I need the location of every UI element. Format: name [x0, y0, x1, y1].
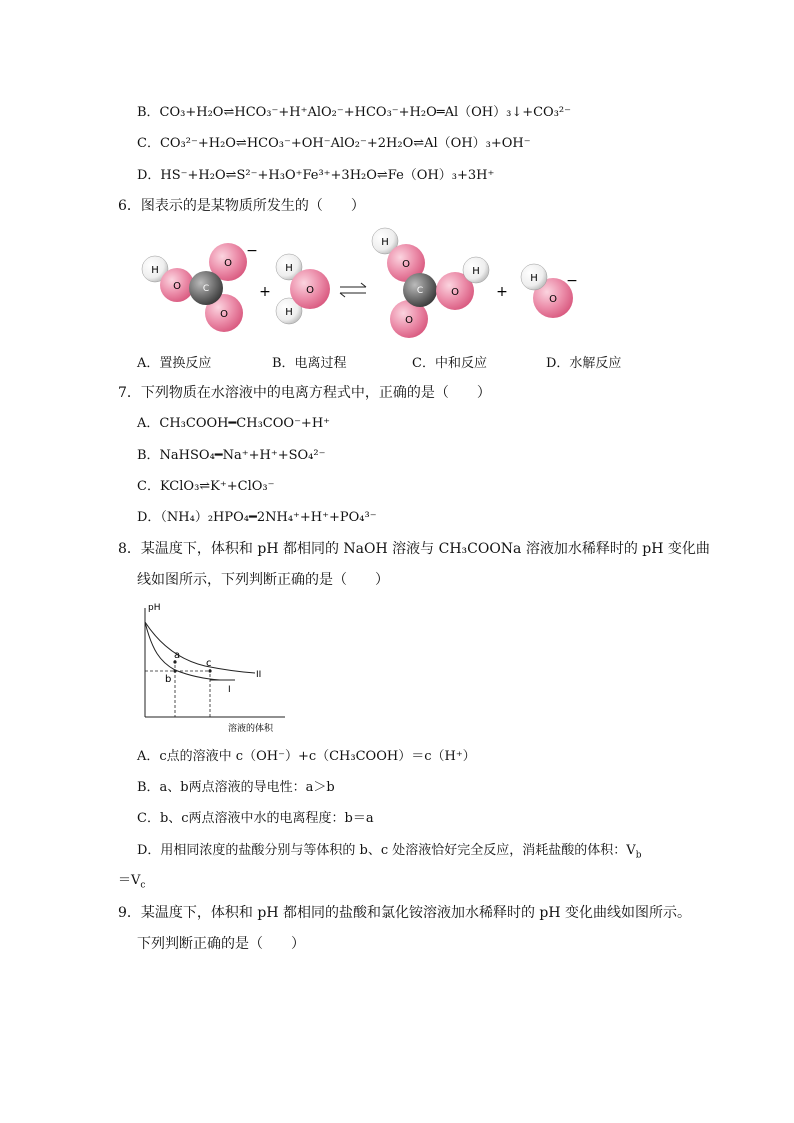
q6-option-a: A．置换反应 — [137, 356, 212, 371]
subscript-b: b — [635, 850, 642, 861]
q8-stem-line1: 8．某温度下，体积和 pH 都相同的 NaOH 溶液与 CH₃COONa 溶液加水稀释时的 pH 变化曲 — [118, 541, 710, 557]
q6-option-c: C．中和反应 — [412, 356, 487, 371]
water-molecule — [276, 254, 330, 324]
y-axis-label: pH — [148, 603, 161, 613]
x-axis-label: 溶液的体积 — [228, 724, 274, 734]
equilibrium-arrow-icon — [340, 283, 366, 297]
q6-molecule-diagram — [0, 225, 794, 345]
q7-stem: 7．下列物质在水溶液中的电离方程式中，正确的是（ ） — [118, 385, 491, 401]
point-c-label: c — [206, 658, 212, 669]
atom-label: O — [451, 287, 459, 298]
q7-option-d: D．（NH₄）₂HPO₄━2NH₄⁺+H⁺+PO₄³⁻ — [137, 510, 377, 525]
atom-label: H — [151, 265, 159, 276]
q8-option-a: A．c点的溶液中 c（OH⁻）+c（CH₃COOH）＝c（H⁺） — [137, 749, 476, 764]
q5-option-b: B．CO₃+H₂O⇌HCO₃⁻+H⁺AlO₂⁻+HCO₃⁻+H₂O═Al（OH）₃↓+CO₃²⁻ — [137, 105, 572, 120]
curve-i-label: I — [228, 685, 231, 695]
atom-label: H — [472, 266, 480, 277]
subscript-c: c — [140, 880, 146, 891]
point-c — [208, 669, 211, 672]
plus-sign: + — [259, 284, 271, 300]
q9-stem-line1: 9．某温度下，体积和 pH 都相同的盐酸和氯化铵溶液加水稀释时的 pH 变化曲线如图所示。 — [118, 905, 692, 921]
atom-label: O — [402, 259, 410, 270]
charge-label: − — [566, 273, 578, 289]
atom-label: O — [173, 281, 181, 292]
charge-label: − — [246, 243, 258, 259]
atom-label: C — [416, 286, 424, 296]
q9-stem-line2: 下列判断正确的是（ ） — [137, 936, 305, 952]
carbonic-acid-molecule — [372, 228, 489, 338]
point-b-label: b — [165, 674, 172, 685]
q6-option-b: B．电离过程 — [272, 356, 347, 371]
point-b — [173, 669, 176, 672]
atom-label: H — [285, 263, 293, 274]
atom-label: O — [224, 258, 232, 269]
q8-option-d-text: D．用相同浓度的盐酸分别与等体积的 b、c 处溶液恰好完全反应，消耗盐酸的体积：V — [137, 843, 636, 858]
point-a-label: a — [174, 650, 181, 661]
q7-option-a: A．CH₃COOH━CH₃COO⁻+H⁺ — [137, 416, 331, 431]
q5-option-c: C．CO₃²⁻+H₂O⇌HCO₃⁻+OH⁻AlO₂⁻+2H₂O⇌Al（OH）₃+OH⁻ — [137, 136, 531, 151]
q7-option-c: C．KClO₃⇌K⁺+ClO₃⁻ — [137, 479, 275, 494]
atom-label: C — [202, 284, 210, 294]
atom-label: O — [306, 285, 314, 296]
plus-sign: + — [496, 284, 508, 300]
q8-stem-line2: 线如图所示，下列判断正确的是（ ） — [137, 572, 389, 588]
atom-label: H — [530, 273, 538, 284]
q6-stem: 6．图表示的是某物质所发生的（ ） — [118, 198, 365, 214]
q6-option-d: D．水解反应 — [546, 356, 622, 371]
atom-label: H — [285, 307, 293, 318]
q8-option-c: C．b、c两点溶液中水的电离程度：b＝a — [137, 811, 374, 826]
atom-label: O — [549, 294, 557, 305]
q8-option-d-cont-text: ＝V — [118, 873, 141, 888]
q5-option-d: D．HS⁻+H₂O⇌S²⁻+H₃O⁺Fe³⁺+3H₂O⇌Fe（OH）₃+3H⁺ — [137, 168, 495, 183]
q8-ph-dilution-graph — [135, 600, 295, 740]
atom-label: O — [405, 315, 413, 326]
bicarbonate-molecule — [142, 243, 258, 332]
curve-ii-label: II — [256, 670, 262, 680]
q8-option-d — [137, 842, 641, 865]
q7-option-b: B．NaHSO₄━Na⁺+H⁺+SO₄²⁻ — [137, 448, 326, 463]
curve-ii — [145, 622, 255, 673]
atom-label: H — [381, 237, 389, 248]
atom-label: O — [220, 309, 228, 320]
q8-option-b: B．a、b两点溶液的导电性：a＞b — [137, 780, 335, 795]
q8-option-d-cont — [118, 872, 145, 895]
hydroxide-ion — [521, 264, 578, 318]
